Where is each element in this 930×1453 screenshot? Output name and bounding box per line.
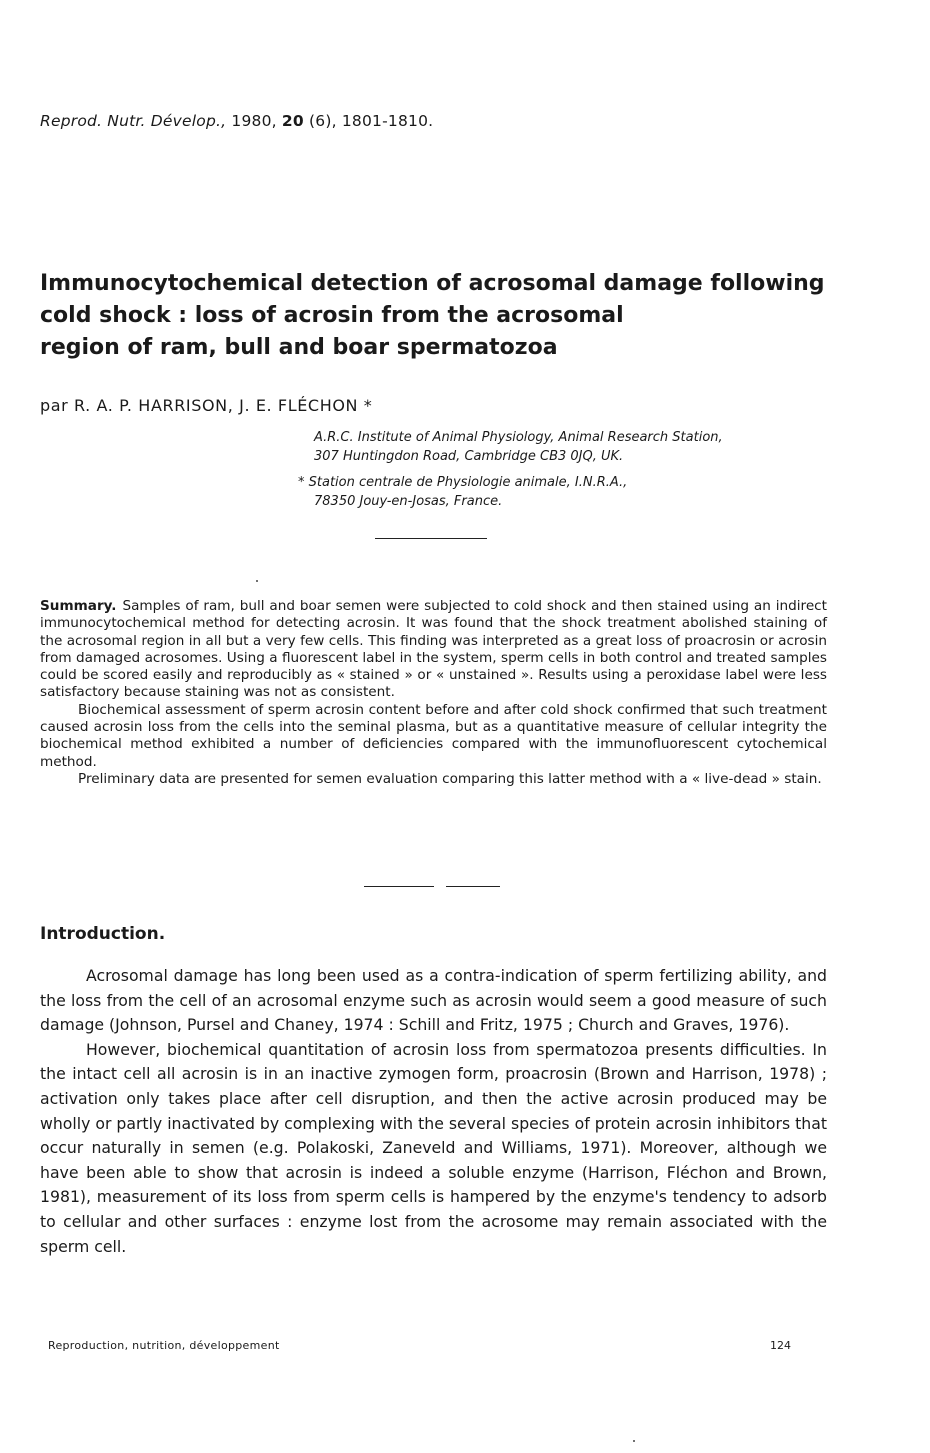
speck — [633, 1440, 635, 1442]
citation-line — [40, 112, 433, 130]
article-title — [40, 268, 860, 364]
separator-rule — [364, 886, 434, 887]
speck — [256, 580, 258, 582]
title-line: region of ram, bull and boar spermatozoa — [40, 335, 558, 360]
title-line: Immunocytochemical detection of acrosomal damage following — [40, 271, 825, 296]
body-paragraph: However, biochemical quantitation of acrosin loss from spermatozoa presents difficulties. In the intact cell all acrosin is in an inactive zymogen form, proacrosin (Brown and Harrison, 1978) ; activation only takes place after cell disruption, and then the active acrosin produced may be wholly or partly inactivated by complexing with the several species of protein acrosin inhibitors that occur naturally in semen (e.g. Polakoski, Zaneveld and Williams, 1971). Moreover, although we have been able to show that acrosin is indeed a soluble enzyme (Harrison, Fléchon and Brown, 1981), measurement of its loss from sperm cells is hampered by the enzyme's tendency to adsorb to cellular and other surfaces : enzyme lost from the acrosome may remain associated with the sperm cell. — [40, 1039, 827, 1256]
citation-volume: 20 — [281, 112, 304, 130]
affiliation-line: * Station centrale de Physiologie animale, I.N.R.A., — [298, 475, 628, 490]
introduction-body — [40, 964, 827, 1259]
page-number: 124 — [770, 1339, 791, 1352]
separator-rule — [446, 886, 500, 887]
summary-label: Summary. — [40, 598, 117, 614]
affiliation-inra — [298, 473, 723, 511]
summary-text: Samples of ram, bull and boar semen were subjected to cold shock and then stained using an indirect immunocytochemical method for detecting acrosin. It was found that the shock treatment abolished staining of the acrosomal region in all but a very few cells. This finding was interpreted as a great loss of proacrosin or acrosin from damaged acrosomes. Using a fluorescent label in the system, sperm cells in both control and treated samples could be scored easily and reproducibly as « stained » or « unstained ». Results using a peroxidase label were less satisfactory because staining was not as consistent. — [40, 598, 827, 701]
body-paragraph: Acrosomal damage has long been used as a contra-indication of sperm fertilizing ability, and the loss from the cell of an acrosomal enzyme such as acrosin would seem a good measure of such damage (Johnson, Pursel and Chaney, 1974 : Schill and Fritz, 1975 ; Church and Graves, 1976). — [40, 966, 827, 1035]
title-line: cold shock : loss of acrosin from the acrosomal — [40, 303, 624, 328]
summary-paragraph: Preliminary data are presented for semen evaluation comparing this latter method with a « live-dead » stain. — [78, 770, 822, 787]
affiliation-line: 78350 Jouy-en-Josas, France. — [314, 494, 503, 509]
affiliation-line: A.R.C. Institute of Animal Physiology, Animal Research Station, — [314, 430, 723, 445]
summary-block — [40, 598, 827, 788]
citation-issue-pages: (6), 1801-1810. — [309, 112, 434, 130]
footer-journal: Reproduction, nutrition, développement — [48, 1339, 280, 1352]
section-heading: Introduction. — [40, 924, 166, 944]
journal-abbrev: Reprod. Nutr. Dévelop., — [40, 112, 227, 130]
affiliation-arc — [298, 428, 723, 466]
affiliations — [298, 428, 723, 518]
author-line: par R. A. P. HARRISON, J. E. FLÉCHON * — [40, 396, 373, 415]
summary-paragraph: Biochemical assessment of sperm acrosin content before and after cold shock confirmed that such treatment caused acrosin loss from the cells into the seminal plasma, but as a quantitative measure of cellular integrity the biochemical method exhibited a number of deficiencies compared with the immunofluorescent cytochemical method. — [40, 701, 827, 770]
citation-year: 1980, — [231, 112, 277, 130]
separator-rule — [375, 538, 487, 539]
affiliation-line: 307 Huntingdon Road, Cambridge CB3 0JQ, UK. — [314, 449, 624, 464]
summary-paragraph — [40, 598, 827, 702]
